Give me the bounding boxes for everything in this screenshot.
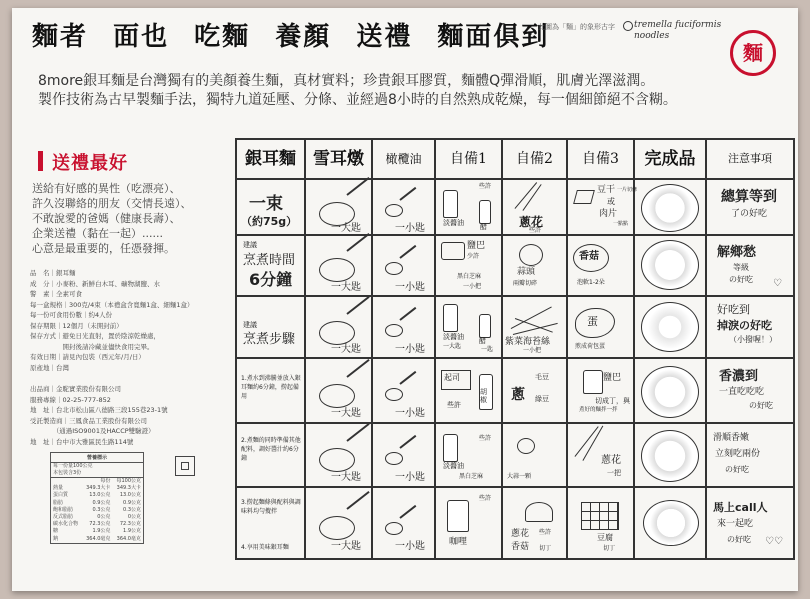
- grid-line: [235, 422, 795, 424]
- ingredient-label: 煎成荷包蛋: [575, 343, 606, 350]
- ingredient-label: 蔥花: [511, 529, 530, 539]
- recipe-grid: [235, 138, 795, 560]
- teaspoon-icon: [385, 262, 403, 275]
- ingredient-label: 紫菜海苔絲: [505, 337, 551, 347]
- ingredient-label: 咖哩: [449, 537, 468, 547]
- soy-sauce-bottle-icon: [443, 304, 458, 332]
- nutrition-cell: 糖: [53, 528, 59, 535]
- grid-line: [434, 138, 436, 560]
- step-text: 2.煮麵的同時準備其他配料，調好醬汁約6分鐘: [241, 437, 301, 462]
- slogan-word: 麵者: [32, 22, 89, 52]
- teaspoon-icon: [385, 452, 403, 465]
- note-text: 馬上call人: [713, 501, 768, 514]
- noodle-bowl-icon: [641, 240, 699, 290]
- row-label: 建議: [243, 241, 257, 249]
- nutrition-cell: 349.3大卡: [86, 485, 111, 492]
- nutrition-serving: 每一份量100公克: [53, 463, 93, 469]
- ingredient-label: 黑白芝麻: [459, 473, 484, 480]
- red-seal-logo: 麵: [730, 30, 776, 76]
- intro-line: 8more銀耳麵是台灣獨有的美顏養生麵，真材實料；珍貴銀耳膠質，麵體Q彈滑順，肌膚光澤滋潤。: [38, 73, 655, 89]
- ingredient-label: 豆腐: [597, 533, 613, 542]
- nutrition-cell: 蛋白質: [53, 492, 69, 499]
- salt-jar-icon: [441, 242, 465, 260]
- ingredient-label: 些許: [479, 495, 492, 502]
- ingredient-label: 黑白芝麻: [457, 273, 482, 280]
- nutrition-cell: 0.3公克: [92, 506, 111, 513]
- package-back-panel: [12, 8, 798, 591]
- nutrition-cell: 13.0公克: [119, 492, 141, 499]
- ingredient-label: 切成丁，與: [595, 397, 630, 405]
- note-text: （小撥喔！）: [729, 335, 777, 344]
- ingredient-label: 鹽巴: [467, 241, 486, 251]
- nutrition-cell: 每份: [100, 478, 111, 484]
- amount-label: 一大匙: [331, 408, 361, 419]
- nutrition-cell: 13.0公克: [89, 492, 111, 499]
- nutrition-row: [51, 536, 143, 543]
- ingredient-label: 蒜頭: [517, 267, 536, 277]
- nutrition-cell: 349.3大卡: [116, 485, 141, 492]
- column-header: 雪耳燉: [313, 149, 364, 169]
- spec-row: 成 分｜小麥粉、新鮮白木耳、礦物湖鹽、水: [30, 279, 160, 288]
- gift-line: 許久沒聯絡的朋友（交情長遠）、: [32, 197, 192, 210]
- gift-line: 不敢說愛的爸媽（健康長壽）、: [32, 212, 181, 225]
- spec-row: 警 素｜全素可食: [30, 290, 82, 298]
- ingredient-label: 蔥花: [519, 215, 544, 229]
- ingredient-label: 煮好的麵拌一拌: [579, 407, 618, 413]
- grid-line: [705, 138, 707, 560]
- noodle-bowl-icon: [641, 430, 699, 482]
- ingredient-label: 鹽巴: [603, 373, 622, 383]
- soy-sauce-bottle-icon: [443, 190, 458, 218]
- note-text: 了の好吃: [731, 209, 768, 219]
- teaspoon-icon: [385, 324, 403, 337]
- gift-title: 送禮最好: [52, 149, 128, 175]
- slogan-word: 養顏: [275, 22, 332, 52]
- ingredient-label: 蔥花: [601, 455, 621, 466]
- grid-line: [501, 138, 503, 560]
- slogan-word: 吃麵: [194, 22, 251, 52]
- amount-label: 一大匙: [331, 472, 361, 483]
- noodle-bowl-icon: [641, 302, 699, 352]
- vinegar-bottle-icon: [479, 200, 491, 224]
- ingredient-label: 些許: [447, 401, 461, 409]
- spec-row: 保存期限｜12個月（未開封前）: [30, 321, 123, 330]
- noodle-bowl-icon: [641, 366, 699, 418]
- ingredient-label: 香菇: [511, 542, 530, 552]
- company-row: （通過ISO9001及HACCP雙驗證）: [30, 427, 155, 435]
- brand-english: [634, 20, 721, 42]
- nutrition-cell: 鈉: [53, 535, 59, 542]
- ingredient-label: 毛豆: [535, 373, 549, 381]
- grid-line: [633, 138, 635, 560]
- grid-line: [304, 138, 306, 560]
- nutrition-cell: 0公克: [97, 514, 111, 521]
- ingredient-label: 淡醬油: [443, 333, 464, 341]
- ingredient-label: 些許: [479, 435, 492, 442]
- note-text: の好吃: [727, 535, 751, 544]
- garlic-icon: [517, 438, 535, 454]
- ingredient-label: 蔥: [511, 387, 525, 403]
- spec-row: 原產地｜台灣: [30, 363, 69, 372]
- gift-line: 心意是最重要的，任憑發揮。: [32, 242, 175, 255]
- company-row: 出品商｜金駝實業股份有限公司: [30, 385, 121, 393]
- column-header: 銀耳麵: [245, 149, 296, 169]
- gift-list: [32, 181, 232, 256]
- grid-line: [235, 234, 795, 236]
- slogan-word: 送禮: [356, 22, 413, 52]
- grid-line: [793, 138, 795, 560]
- amount-label: 一大匙: [331, 344, 361, 355]
- nutrition-row: [51, 528, 143, 535]
- nutrition-row: [51, 500, 143, 507]
- step-text: 1.煮水到沸騰並放入銀耳麵約6分鐘，撈起備用: [241, 375, 301, 400]
- ingredient-label: 一點點: [613, 221, 629, 227]
- ingredient-label: 胡椒: [480, 388, 487, 404]
- intro-line: 製作技術為古早製麵手法，獨特九道延壓、分條、並經過8小時的自然熟成乾燥，每一個細節絕不含糊。: [38, 92, 677, 108]
- spec-row: 保存方式｜避免日光直射，置於陰涼乾燥處，: [30, 332, 160, 340]
- amount-label: 一小匙: [395, 344, 425, 355]
- ingredient-label: 一小把: [523, 347, 542, 354]
- nutrition-cell: 反式脂肪: [53, 514, 74, 521]
- nutrition-cell: 0.9公克: [92, 499, 111, 506]
- ingredient-label: 香菇: [579, 251, 599, 262]
- slogan-word: 面也: [113, 22, 170, 52]
- amount-label: 一大匙: [331, 541, 361, 552]
- row-label: 一束: [249, 194, 283, 214]
- brand-english-line: noodles: [634, 31, 670, 41]
- grid-line: [371, 138, 373, 560]
- column-header: 完成品: [644, 149, 696, 169]
- nutrition-table: [51, 478, 143, 543]
- note-text: の好吃: [729, 275, 753, 284]
- heart-doodle-icon: ♡♡: [765, 536, 783, 547]
- salt-jar-icon: [583, 370, 603, 394]
- note-text: の好吃: [725, 465, 749, 474]
- slogan-heading: [32, 16, 563, 53]
- company-row: 地 址｜台北市松山區八德路三段155巷23-1號: [30, 406, 168, 414]
- spec-row: 有效日期｜請見內包裝（西元年/月/日）: [30, 353, 145, 361]
- nutrition-cell: 1.9公克: [92, 528, 111, 535]
- tablespoon-icon: [319, 321, 355, 345]
- gift-line: 送給有好感的異性（吃漂亮）、: [32, 182, 181, 195]
- amount-label: 一小匙: [395, 282, 425, 293]
- character-note: 此圖為「麵」的象形古字: [538, 23, 615, 31]
- ingredient-label: 一把: [607, 469, 621, 477]
- ingredient-label: 切丁: [603, 545, 616, 552]
- slogan-word: 麵面俱到: [437, 22, 550, 52]
- ingredient-label: 豆干: [597, 185, 616, 195]
- amount-label: 一大匙: [331, 282, 361, 293]
- note-text: 立刻吃兩份: [715, 449, 761, 459]
- ingredient-label: 淡醬油: [443, 462, 464, 470]
- grid-line: [235, 558, 795, 560]
- spec-row: 開封後請冷藏並儘快食用完畢。: [30, 342, 154, 351]
- recycle-icon: [175, 456, 195, 476]
- spec-row: 每一盒規格｜300克/4束（本禮盒含寬麵1盒、細麵1盒）: [30, 300, 194, 309]
- grid-line: [235, 486, 795, 488]
- note-text: 掉淚の好吃: [717, 319, 772, 332]
- ingredient-label: 綠豆: [535, 395, 549, 403]
- nutrition-cell: 飽和脂肪: [53, 506, 74, 513]
- amount-label: 一小匙: [395, 408, 425, 419]
- grid-line: [235, 357, 795, 359]
- note-text: 總算等到: [721, 189, 777, 205]
- noodle-bowl-icon: [643, 500, 699, 546]
- teaspoon-icon: [385, 522, 403, 535]
- step-text: 4.享用美味銀耳麵: [241, 544, 289, 551]
- note-text: 來一起吃: [717, 519, 754, 529]
- ingredient-label: 些許: [529, 227, 542, 234]
- soy-sauce-bottle-icon: [443, 434, 458, 462]
- amount-label: 一大匙: [331, 223, 361, 234]
- company-row: 地 址｜台中市大雅區民生路114號: [30, 437, 134, 446]
- teaspoon-icon: [385, 388, 403, 401]
- grid-line: [235, 138, 237, 560]
- ingredient-label: 一片切條: [617, 187, 638, 193]
- note-text: 香濃到: [719, 369, 759, 384]
- row-label: 烹煮步驟: [243, 332, 296, 347]
- nutrition-cell: 碳水化合物: [53, 521, 79, 528]
- noodle-bowl-icon: [641, 184, 699, 232]
- intro-text: [38, 72, 738, 110]
- brand-mark-icon: [623, 21, 633, 31]
- ingredient-label: 蛋: [587, 315, 598, 328]
- ingredient-label: 或: [607, 197, 615, 206]
- garlic-icon: [519, 244, 543, 266]
- amount-label: 一小匙: [395, 472, 425, 483]
- tablespoon-icon: [319, 448, 355, 472]
- company-row: 受託製造商｜三鳳食品工業股份有限公司: [30, 416, 147, 425]
- vinegar-bottle-icon: [479, 314, 491, 338]
- nutrition-cell: 0.3公克: [123, 506, 141, 513]
- column-header: 自備3: [582, 151, 619, 167]
- nutrition-row: [51, 492, 143, 499]
- column-header: 橄欖油: [385, 152, 422, 166]
- ingredient-label: 些許: [539, 529, 552, 536]
- ingredient-label: 大蒜一顆: [507, 473, 532, 480]
- ingredient-label: 醋: [479, 337, 486, 345]
- amount-label: 一小匙: [395, 541, 425, 552]
- column-header: 自備1: [450, 151, 487, 167]
- tofu-cubes-icon: [581, 502, 619, 530]
- note-text: 好吃到: [717, 303, 750, 316]
- ingredient-label: 少許: [467, 253, 480, 260]
- spec-row: 品 名｜銀耳麵: [30, 269, 76, 277]
- ingredient-label: 些許: [479, 183, 492, 190]
- note-text: の好吃: [749, 401, 773, 410]
- grid-line: [235, 178, 795, 180]
- nutrition-cell: 364.0毫克: [86, 535, 111, 542]
- tablespoon-icon: [319, 516, 355, 540]
- column-header: 自備2: [516, 151, 553, 167]
- ingredient-label: 淡醬油: [443, 219, 464, 227]
- grid-line: [235, 295, 795, 297]
- company-row: 服務專線｜02-25-777-852: [30, 395, 111, 404]
- nutrition-cell: 每100公克: [116, 478, 141, 484]
- ingredient-label: 一大匙: [443, 343, 462, 350]
- row-label: 烹煮時間: [243, 253, 296, 268]
- tablespoon-icon: [319, 258, 355, 282]
- teaspoon-icon: [385, 204, 403, 217]
- amount-label: 一小匙: [395, 223, 425, 234]
- nutrition-title: 營養標示: [51, 453, 143, 463]
- brand-english-line: tremella fuciformis: [634, 20, 722, 30]
- nutrition-cell: 72.3公克: [89, 521, 111, 528]
- row-label: （約75g）: [241, 215, 298, 228]
- ingredient-label: 泡軟1-2朵: [577, 279, 605, 286]
- row-label: 6分鐘: [249, 270, 293, 289]
- ingredient-label: 一匙: [481, 346, 494, 353]
- tablespoon-icon: [319, 384, 355, 408]
- product-spec: [30, 268, 235, 373]
- note-text: 等級: [733, 263, 749, 272]
- nutrition-serving: 本包裝含3份: [51, 470, 143, 478]
- mushroom-icon: [525, 502, 553, 522]
- nutrition-cell: 0.9公克: [123, 499, 141, 506]
- nutrition-cell: 364.0毫克: [116, 535, 141, 542]
- ingredient-label: 起司: [444, 373, 460, 382]
- nutrition-cell: 脂肪: [53, 499, 64, 506]
- nutrition-cell: 1.9公克: [123, 528, 141, 535]
- ingredient-label: 兩瓣切碎: [513, 280, 538, 287]
- row-label: 建議: [243, 321, 257, 329]
- gift-line: 企業送禮（黏在一起）......: [32, 227, 163, 240]
- heart-doodle-icon: ♡: [773, 278, 782, 289]
- grid-line: [566, 138, 568, 560]
- nutrition-cell: 熱量: [53, 485, 64, 492]
- step-text: 3.撈起麵條與配料與調味料均勻攪拌: [241, 499, 301, 515]
- note-text: 滑順香嫩: [713, 433, 750, 443]
- column-header: 注意事項: [728, 152, 772, 165]
- ingredient-label: 肉片: [599, 209, 618, 219]
- company-info: [30, 384, 235, 447]
- nutrition-cell: 72.3公克: [119, 521, 141, 528]
- nutrition-row: [51, 507, 143, 514]
- note-text: 一直吃吃吃: [719, 387, 765, 397]
- ingredient-label: 切丁: [539, 545, 552, 552]
- nutrition-cell: 0公克: [127, 514, 141, 521]
- ingredient-label: 一小把: [463, 283, 482, 290]
- note-text: 解鄉愁: [717, 245, 757, 260]
- tofu-icon: [573, 190, 595, 204]
- nutrition-label: [50, 452, 144, 544]
- curry-jar-icon: [447, 500, 469, 532]
- spec-row: 每一份可食用份數｜約4人份: [30, 311, 113, 319]
- ingredient-label: 醋: [480, 223, 487, 231]
